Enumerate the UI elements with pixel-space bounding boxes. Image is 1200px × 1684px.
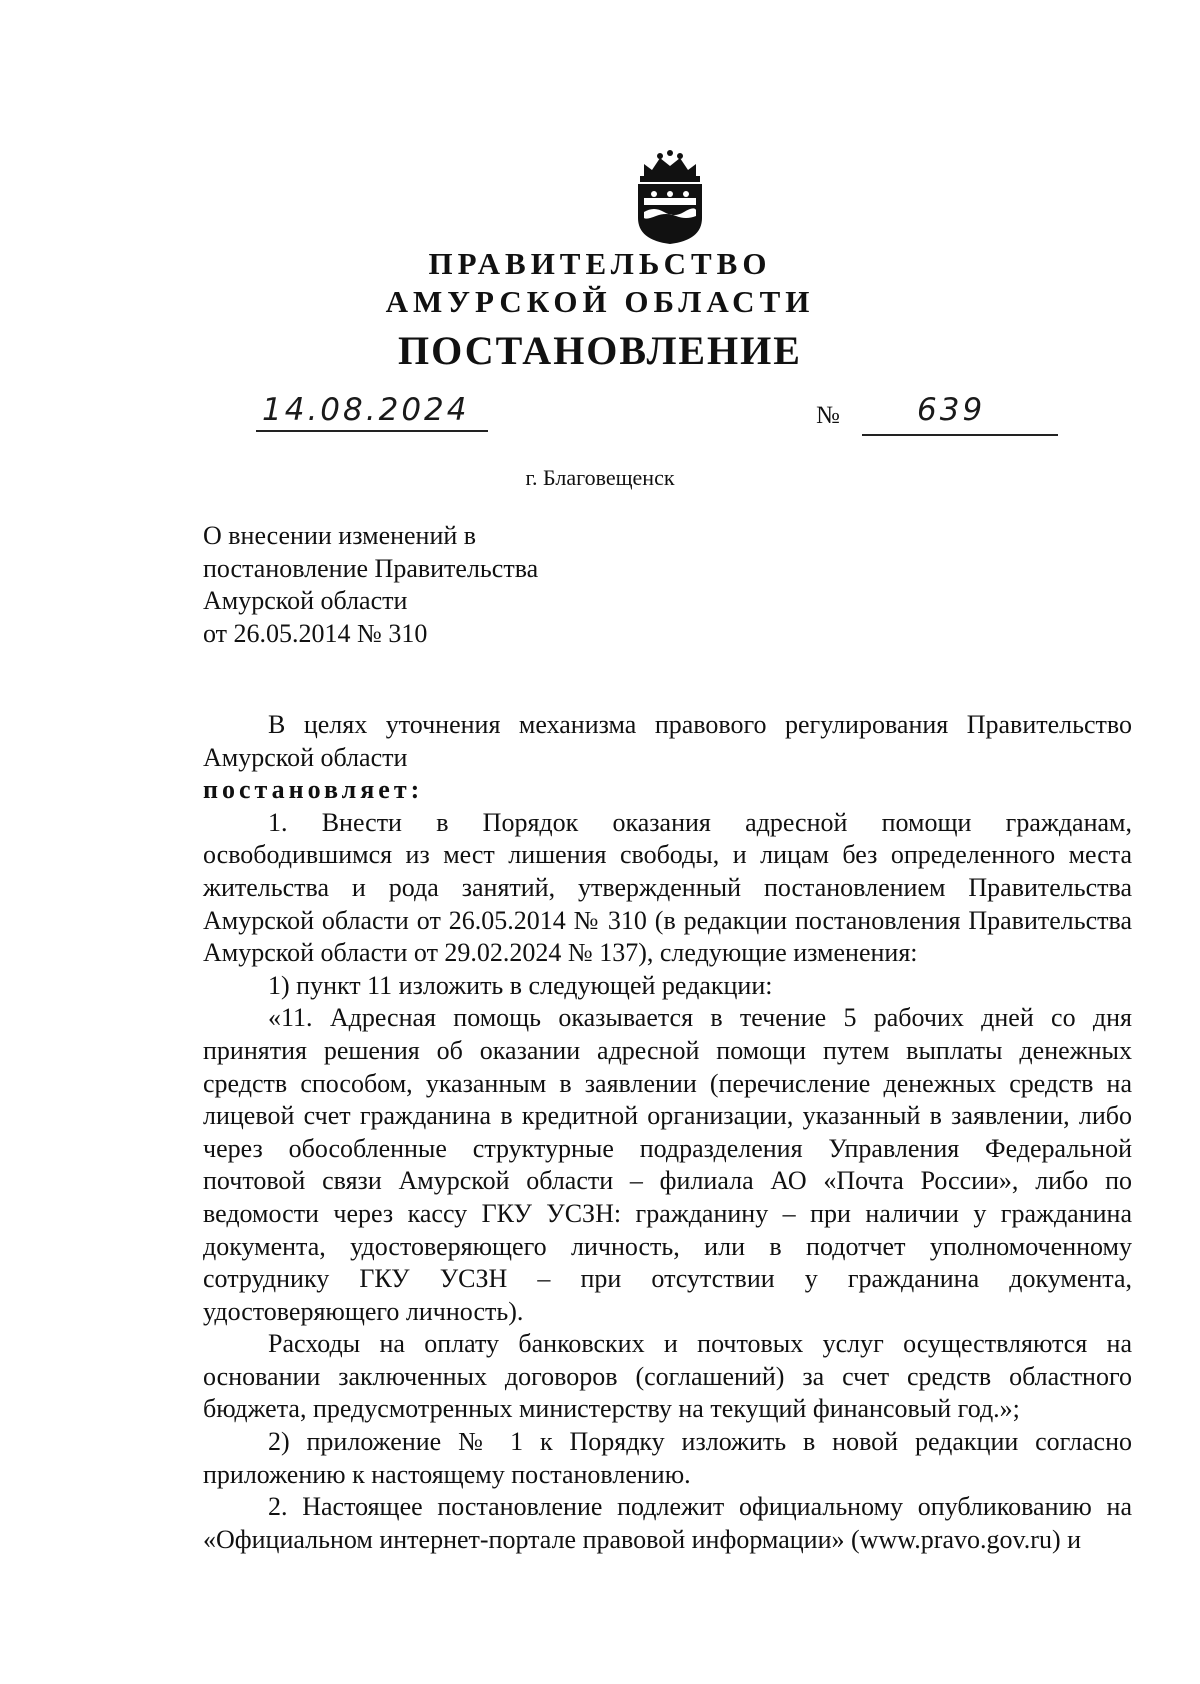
clause-1-paragraph: 1. Внести в Порядок оказания адресной помощи гражданам, освободившимся из мест лишения свободы, и лицам без определенного места жительства и рода занятий, утвержденный постановлением Правительства Амурской области от 26.05.2014 № 310 (в редакции постановления Правительства Амурской области от 29.02.2024 № 137), следующие изменения:: [203, 807, 1132, 968]
intro-paragraph: В целях уточнения механизма правового регулирования Правительство Амурской области: [203, 710, 1132, 772]
city-name: г. Благовещенск: [525, 465, 675, 490]
coat-of-arms-icon: [630, 150, 710, 246]
subject-line: О внесении изменений в: [203, 521, 477, 550]
subject-line: Амурской области: [203, 586, 408, 615]
clause-2-paragraph: 2. Настоящее постановление подлежит официальному опубликованию на «Официальном интернет-портале правовой информации» (www.pravo.gov.ru) и: [203, 1492, 1132, 1554]
clause-11-quote: «11. Адресная помощь оказывается в течение 5 рабочих дней со дня принятия решения об оказании адресной помощи путем выплаты денежных средств способом, указанным в заявлении (перечисление денежных средств на лицевой счет гражданина в кредитной организации, указанный в заявлении, либо через обособленные структурные подразделения Управления Федеральной почтовой связи Амурской области – филиала АО «Почта России», либо по ведомости через кассу ГКУ УСЗН: гражданину – при наличии у гражданина документа, удостоверяющего личность, или в подотчет уполномоченному сотруднику ГКУ УСЗН – при отсутствии у гражданина документа, удостоверяющего личность).: [203, 1003, 1132, 1326]
clause-1-subitem-2: 2) приложение № 1 к Порядку изложить в новой редакции согласно приложению к настоящему постановлению.: [203, 1427, 1132, 1489]
document-body: [203, 709, 1132, 1556]
document-date: 14.08.2024: [262, 392, 470, 428]
clause-1-subitem-1: 1) пункт 11 изложить в следующей редакции:: [268, 970, 773, 1000]
number-sign: №: [816, 402, 840, 429]
document-subject: [203, 520, 538, 650]
document-type-title: ПОСТАНОВЛЕНИЕ: [398, 328, 802, 373]
header-org-line1: ПРАВИТЕЛЬСТВО: [428, 246, 772, 281]
subject-line: от 26.05.2014 № 310: [203, 618, 428, 648]
expenses-paragraph: Расходы на оплату банковских и почтовых услуг осуществляются на основании заключенных договоров (соглашений) за счет средств областного бюджета, предусмотренных министерству на текущий финансовый год.»;: [203, 1329, 1132, 1424]
number-underline: [862, 434, 1058, 436]
subject-line: постановление Правительства: [203, 553, 539, 583]
date-underline: [256, 430, 488, 432]
header-org-line2: АМУРСКОЙ ОБЛАСТИ: [385, 284, 815, 319]
resolves-heading: постановляет:: [203, 775, 424, 805]
document-number: 639: [917, 392, 986, 428]
